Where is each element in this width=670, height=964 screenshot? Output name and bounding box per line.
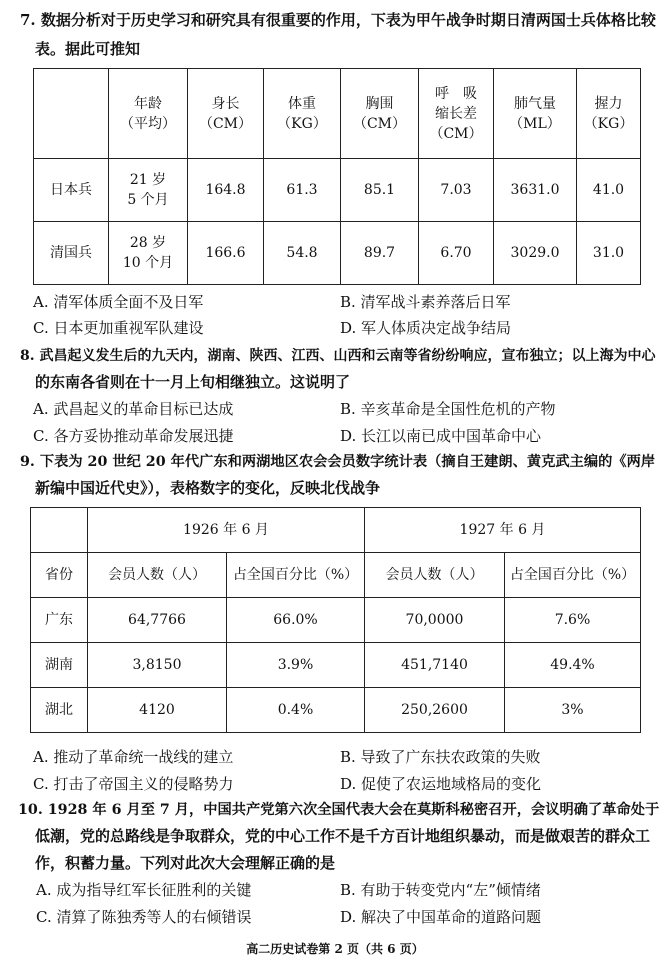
q7-option-b[interactable]: B. 清军战斗素养落后日军 <box>340 293 511 311</box>
year-header-1927: 1927 年 6 月 <box>365 508 641 553</box>
q8-stem-line-2: 的东南各省则在十一月上旬相继独立。这说明了 <box>35 373 351 391</box>
q9-stem-line-1: 9. 下表为 20 世纪 20 年代广东和两湖地区农会会员数字统计表（摘自王建朗、黄克武主编的《两岸 <box>20 454 656 470</box>
q10-option-d[interactable]: D. 解决了中国革命的道路问题 <box>340 908 542 926</box>
q8-stem-line-1: 8. 武昌起义发生后的九天内，湖南、陕西、江西、山西和云南等省纷纷响应，宣布独立；以上海为中心 <box>20 348 656 364</box>
table-cell: 451,7140 <box>365 643 505 688</box>
q10-stem-line-3: 作，积蓄力量。下列对此次大会理解正确的是 <box>35 854 336 872</box>
percent-header: 占全国百分比（%） <box>505 553 641 598</box>
q7-stem-line-1: 7. 数据分析对于历史学习和研究具有很重要的作用，下表为甲午战争时期日清两国士兵体格比较 <box>20 11 656 29</box>
q10-option-b[interactable]: B. 有助于转变党内“左”倾情绪 <box>340 881 541 899</box>
age-cell: 28 岁 10 个月 <box>109 222 188 285</box>
row-label: 日本兵 <box>34 159 109 222</box>
q9-option-d[interactable]: D. 促使了农运地域格局的变化 <box>340 775 542 793</box>
table-cell: 3% <box>505 688 641 733</box>
members-header: 会员人数（人） <box>88 553 227 598</box>
q9-option-b[interactable]: B. 导致了广东扶农政策的失败 <box>340 748 541 766</box>
table-row <box>31 688 641 733</box>
row-label: 清国兵 <box>34 222 109 285</box>
q7-option-d[interactable]: D. 军人体质决定战争结局 <box>340 319 512 337</box>
q8-option-c[interactable]: C. 各方妥协推动革命发展迅捷 <box>33 427 234 445</box>
year-header-1926: 1926 年 6 月 <box>88 508 365 553</box>
table-cell: 66.0% <box>227 598 365 643</box>
table-row <box>31 643 641 688</box>
table-cell: 164.8 <box>188 159 264 222</box>
q7-header-grip: 握力 （KG） <box>577 69 641 159</box>
q7-header-breath: 呼 吸 缩长差 （CM） <box>419 69 494 159</box>
province-header: 省份 <box>31 553 88 598</box>
q9-option-c[interactable]: C. 打击了帝国主义的侵略势力 <box>33 775 234 793</box>
q10-stem-line-1: 10. 1928 年 6 月至 7 月，中国共产党第六次全国代表大会在莫斯科秘密召开，会议明确了革命处于 <box>18 802 660 818</box>
percent-header: 占全国百分比（%） <box>227 553 365 598</box>
q9-stem-line-2: 新编中国近代史》），表格数字的变化，反映北伐战争 <box>35 479 381 497</box>
q7-table-corner <box>34 69 109 159</box>
table-cell: 湖南 <box>31 643 88 688</box>
table-cell: 3.9% <box>227 643 365 688</box>
table-cell: 61.3 <box>264 159 341 222</box>
q7-header-lung: 肺气量 （ML） <box>494 69 577 159</box>
table-cell: 41.0 <box>577 159 641 222</box>
q7-header-age: 年龄 （平均） <box>109 69 188 159</box>
table-cell: 3631.0 <box>494 159 577 222</box>
q7-stem-line-2: 表。据此可推知 <box>35 40 141 58</box>
table-cell: 7.03 <box>419 159 494 222</box>
table-cell: 广东 <box>31 598 88 643</box>
q7-table <box>33 68 641 285</box>
q7-option-c[interactable]: C. 日本更加重视军队建设 <box>33 319 204 337</box>
q8-option-b[interactable]: B. 辛亥革命是全国性危机的产物 <box>340 400 556 418</box>
q7-header-chest: 胸围 （CM） <box>341 69 419 159</box>
table-cell: 49.4% <box>505 643 641 688</box>
members-header: 会员人数（人） <box>365 553 505 598</box>
page-footer: 高二历史试卷第 2 页（共 6 页） <box>246 942 424 956</box>
q9-table-corner <box>31 508 88 553</box>
table-cell: 6.70 <box>419 222 494 285</box>
table-cell: 70,0000 <box>365 598 505 643</box>
q7-header-weight: 体重 （KG） <box>264 69 341 159</box>
table-cell: 64,7766 <box>88 598 227 643</box>
table-cell: 166.6 <box>188 222 264 285</box>
q8-option-d[interactable]: D. 长江以南已成中国革命中心 <box>340 427 542 445</box>
table-cell: 54.8 <box>264 222 341 285</box>
q7-option-a[interactable]: A. 清军体质全面不及日军 <box>33 293 204 311</box>
table-cell: 4120 <box>88 688 227 733</box>
table-row <box>31 598 641 643</box>
table-cell: 89.7 <box>341 222 419 285</box>
q10-stem-line-2: 低潮，党的总路线是争取群众，党的中心工作不是千方百计地组织暴动，而是做艰苦的群众工 <box>35 827 651 845</box>
q9-option-a[interactable]: A. 推动了革命统一战线的建立 <box>33 748 234 766</box>
table-cell: 湖北 <box>31 688 88 733</box>
q10-option-c[interactable]: C. 清算了陈独秀等人的右倾错误 <box>36 908 252 926</box>
table-cell: 85.1 <box>341 159 419 222</box>
q8-option-a[interactable]: A. 武昌起义的革命目标已达成 <box>33 400 234 418</box>
q10-option-a[interactable]: A. 成为指导红军长征胜利的关键 <box>36 881 252 899</box>
q9-table <box>30 507 641 733</box>
age-cell: 21 岁 5 个月 <box>109 159 188 222</box>
table-cell: 250,2600 <box>365 688 505 733</box>
table-cell: 0.4% <box>227 688 365 733</box>
table-row <box>34 222 641 285</box>
table-row <box>34 159 641 222</box>
table-cell: 3029.0 <box>494 222 577 285</box>
table-cell: 7.6% <box>505 598 641 643</box>
q7-header-height: 身长 （CM） <box>188 69 264 159</box>
table-cell: 31.0 <box>577 222 641 285</box>
table-cell: 3,8150 <box>88 643 227 688</box>
